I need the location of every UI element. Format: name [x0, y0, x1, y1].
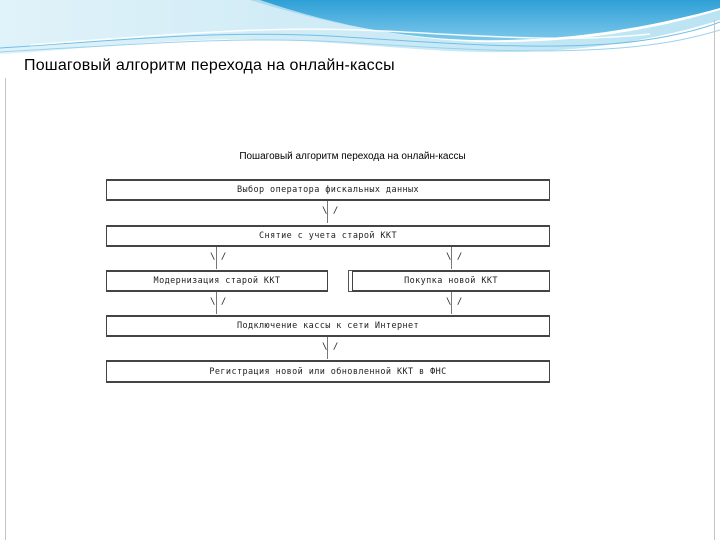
step-register-fns: Регистрация новой или обновленной ККТ в ФНС	[106, 360, 550, 383]
step-purchase-new-kkt: Покупка новой ККТ	[352, 270, 550, 292]
down-arrow-icon: \ /	[210, 297, 227, 307]
slide-frame-right	[714, 20, 715, 540]
step-modernize-old-kkt: Модернизация старой ККТ	[106, 270, 328, 292]
slide-title: Пошаговый алгоритм перехода на онлайн-кассы	[24, 57, 395, 74]
diagram-title: Пошаговый алгоритм перехода на онлайн-кассы	[239, 151, 466, 162]
step-deregister-old-kkt: Снятие с учета старой ККТ	[106, 225, 550, 247]
down-arrow-icon: \ /	[446, 297, 463, 307]
decorative-wave-banner	[0, 0, 720, 60]
step-connect-internet: Подключение кассы к сети Интернет	[106, 315, 550, 337]
down-arrow-icon: \ /	[322, 342, 339, 352]
down-arrow-icon: \ /	[210, 252, 227, 262]
down-arrow-icon: \ /	[322, 206, 339, 216]
slide-frame-left	[5, 78, 6, 540]
step-select-operator: Выбор оператора фискальных данных	[106, 179, 550, 201]
down-arrow-icon: \ /	[446, 252, 463, 262]
